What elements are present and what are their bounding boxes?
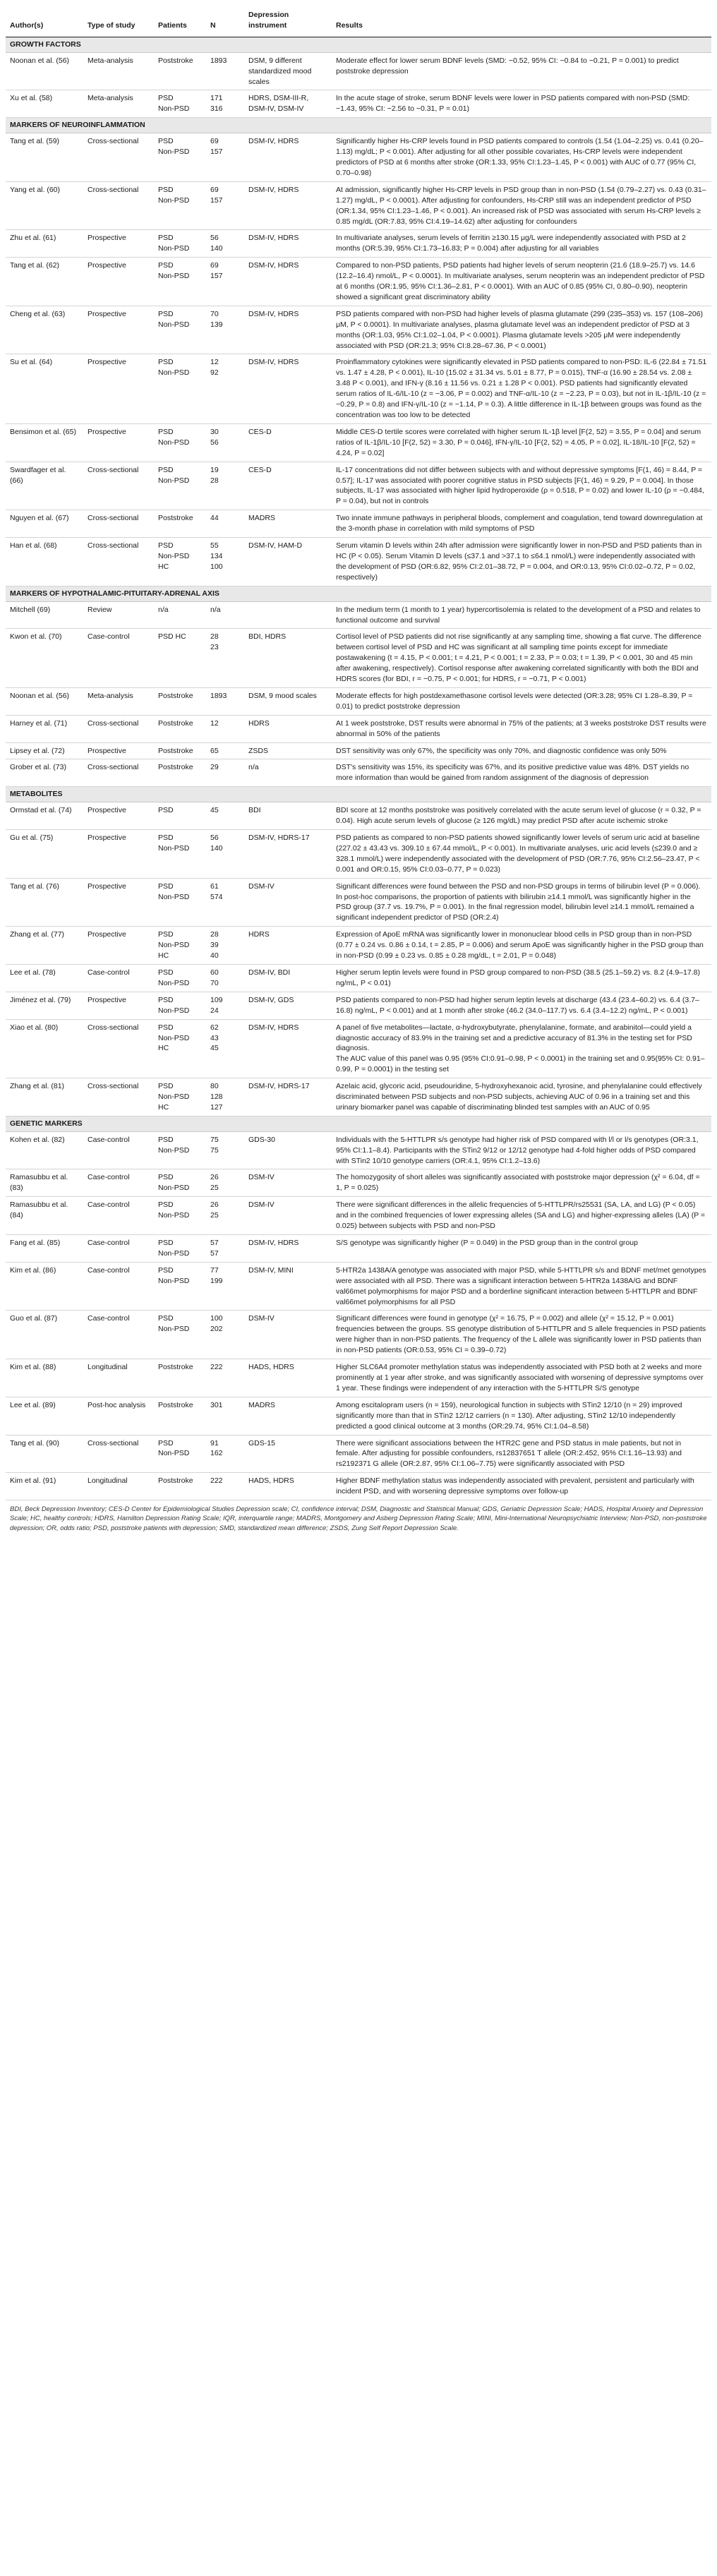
instrument-cell: DSM-IV, HDRS — [244, 181, 332, 230]
table-row — [6, 1397, 711, 1435]
study-type-cell: Review — [83, 601, 154, 629]
author-cell: Grober et al. (73) — [6, 759, 83, 787]
author-cell: Su et al. (64) — [6, 354, 83, 423]
n-cell: 45 — [206, 802, 244, 830]
n-cell: 70 139 — [206, 306, 244, 354]
study-type-cell: Prospective — [83, 306, 154, 354]
n-cell: 109 24 — [206, 992, 244, 1019]
patients-cell: PSD HC — [154, 629, 206, 688]
header-patients: Patients — [154, 0, 206, 37]
table-row — [6, 1473, 711, 1500]
table-row — [6, 538, 711, 586]
instrument-cell: CES-D — [244, 423, 332, 462]
header-n: N — [206, 0, 244, 37]
n-cell: 222 — [206, 1359, 244, 1397]
study-type-cell: Cross-sectional — [83, 715, 154, 742]
author-cell: Bensimon et al. (65) — [6, 423, 83, 462]
table-row — [6, 510, 711, 538]
n-cell: 171 316 — [206, 90, 244, 118]
instrument-cell: DSM-IV, BDI — [244, 964, 332, 992]
n-cell: n/a — [206, 601, 244, 629]
results-cell: 5-HTR2a 1438A/A genotype was associated with major PSD, while 5-HTTLPR s/s and BDNF met/met genotypes were associated with all PSD. There was a significant interaction between 5-HTR2a 1438A/G and BDNF val66met polymorphisms for major PSD and a borderline significant interaction between 5-HTTLPR and BDNF val66met polymorphisms for all PSD — [332, 1262, 711, 1311]
n-cell: 301 — [206, 1397, 244, 1435]
patients-cell: Poststroke — [154, 1397, 206, 1435]
n-cell: 29 — [206, 759, 244, 787]
instrument-cell: DSM-IV, HDRS — [244, 230, 332, 258]
header-row — [6, 0, 711, 37]
author-cell: Noonan et al. (56) — [6, 52, 83, 90]
results-cell: Expression of ApoE mRNA was significantly lower in mononuclear blood cells in PSD group than in non-PSD (0.77 ± 0.24 vs. 0.86 ± 0.14, t = 2.85, P = 0.006) and serum ApoE was significantly higher in the PSD group than in non-PSD (0.99 ± 0.23 vs. 0.85 ± 0.28 mg/dL, t = 2.01, P = 0.048) — [332, 927, 711, 965]
author-cell: Ormstad et al. (74) — [6, 802, 83, 830]
author-cell: Kim et al. (86) — [6, 1262, 83, 1311]
header-results: Results — [332, 0, 711, 37]
instrument-cell: GDS-15 — [244, 1435, 332, 1473]
patients-cell: PSD Non-PSD — [154, 1311, 206, 1359]
author-cell: Yang et al. (60) — [6, 181, 83, 230]
author-cell: Guo et al. (87) — [6, 1311, 83, 1359]
patients-cell: PSD Non-PSD HC — [154, 927, 206, 965]
instrument-cell: n/a — [244, 759, 332, 787]
instrument-cell: HADS, HDRS — [244, 1473, 332, 1500]
instrument-cell: BDI, HDRS — [244, 629, 332, 688]
table-row — [6, 306, 711, 354]
section-title: METABOLITES — [6, 787, 711, 802]
n-cell: 55 134 100 — [206, 538, 244, 586]
patients-cell: PSD Non-PSD — [154, 230, 206, 258]
study-type-cell: Prospective — [83, 230, 154, 258]
n-cell: 61 574 — [206, 878, 244, 927]
instrument-cell: DSM-IV, MINI — [244, 1262, 332, 1311]
instrument-cell: DSM-IV, HDRS — [244, 1235, 332, 1263]
study-type-cell: Cross-sectional — [83, 759, 154, 787]
patients-cell: PSD Non-PSD — [154, 1197, 206, 1235]
n-cell: 100 202 — [206, 1311, 244, 1359]
instrument-cell: DSM, 9 mood scales — [244, 687, 332, 715]
n-cell: 44 — [206, 510, 244, 538]
patients-cell: PSD Non-PSD — [154, 1435, 206, 1473]
results-cell: Significantly higher Hs-CRP levels found in PSD patients compared to controls (1.54 (1.04–2.25) vs. 0.41 (0.20–1.13) mg/dL; P < 0.001). After adjusting for all other possible covariates, Hs-CRP levels were independent predictors of PSD at 6 months after stroke (OR:1.33, 95% CI:1.23–1.45, P < 0.001) with AUC of 0.77 (95% CI, 0.70–0.98) — [332, 133, 711, 182]
patients-cell: Poststroke — [154, 52, 206, 90]
patients-cell: PSD Non-PSD — [154, 1169, 206, 1197]
study-type-cell: Case-control — [83, 964, 154, 992]
patients-cell: PSD Non-PSD — [154, 1262, 206, 1311]
author-cell: Tang et al. (76) — [6, 878, 83, 927]
author-cell: Lipsey et al. (72) — [6, 742, 83, 759]
author-cell: Cheng et al. (63) — [6, 306, 83, 354]
header-author: Author(s) — [6, 0, 83, 37]
author-cell: Han et al. (68) — [6, 538, 83, 586]
n-cell: 26 25 — [206, 1197, 244, 1235]
study-type-cell: Cross-sectional — [83, 133, 154, 182]
results-cell: A panel of five metabolites—lactate, α-hydroxybutyrate, phenylalanine, formate, and arabinitol—could yield a diagnostic accuracy of 83.9% in the training set and a predictive accuracy of 81.3% in the testing set for PSD diagnosis. The AUC value of this panel was 0.95 (95% CI:0.91–0.98, P < 0.0001) in the training set and 0.95(95% CI: 0.91–0.99, P = 0.0001) in the testing set — [332, 1019, 711, 1078]
patients-cell: Poststroke — [154, 687, 206, 715]
table-row — [6, 133, 711, 182]
table-row — [6, 759, 711, 787]
results-cell: S/S genotype was significantly higher (P = 0.049) in the PSD group than in the control group — [332, 1235, 711, 1263]
table-row — [6, 1078, 711, 1117]
table-row — [6, 802, 711, 830]
n-cell: 62 43 45 — [206, 1019, 244, 1078]
instrument-cell: BDI — [244, 802, 332, 830]
study-type-cell: Longitudinal — [83, 1473, 154, 1500]
study-type-cell: Cross-sectional — [83, 510, 154, 538]
table-row — [6, 1262, 711, 1311]
results-cell: Higher serum leptin levels were found in PSD group compared to non-PSD (38.5 (25.1–59.2) vs. 8.2 (4.9–17.8) ng/mL, P < 0.01) — [332, 964, 711, 992]
study-type-cell: Cross-sectional — [83, 181, 154, 230]
results-cell: At admission, significantly higher Hs-CRP levels in PSD group than in non-PSD (1.54 (0.79–2.27) vs. 0.43 (0.31–1.27) mg/dL, P < 0.0001). After adjusting for confounders, Hs-CRP still was an independent predictor of PSD (OR:1.34, 95% CI:1.23–1.46, P < 0.001). An increased risk of PSD was associated with serum Hs-CRP levels ≥ 0.85 mg/dL (OR:7.83, 95% CI:4.19–14.62) after adjusting for confounders — [332, 181, 711, 230]
section-title: GROWTH FACTORS — [6, 37, 711, 52]
study-type-cell: Prospective — [83, 354, 154, 423]
patients-cell: PSD — [154, 802, 206, 830]
table-row — [6, 90, 711, 118]
results-cell: Higher SLC6A4 promoter methylation status was independently associated with PSD both at 2 weeks and more prominently at 1 year after stroke, and was significantly associated with worsening of depressive symptoms over 1 year. These findings were independent of any interaction with the 5-HTTLPR S/S genotype — [332, 1359, 711, 1397]
instrument-cell: DSM-IV, HDRS — [244, 133, 332, 182]
n-cell: 1893 — [206, 687, 244, 715]
author-cell: Tang et al. (62) — [6, 258, 83, 306]
patients-cell: PSD Non-PSD HC — [154, 1078, 206, 1117]
author-cell: Xiao et al. (80) — [6, 1019, 83, 1078]
header-depression-instrument: Depression instrument — [244, 0, 332, 37]
author-cell: Kohen et al. (82) — [6, 1131, 83, 1169]
section-title: MARKERS OF HYPOTHALAMIC-PITUITARY-ADRENAL AXIS — [6, 586, 711, 601]
instrument-cell: DSM-IV, HDRS — [244, 1019, 332, 1078]
study-type-cell: Cross-sectional — [83, 538, 154, 586]
results-cell: Azelaic acid, glycoric acid, pseudouridine, 5-hydroxyhexanoic acid, tyrosine, and phenylalanine could effectively discriminated between PSD subjects and non-PSD subjects, achieving AUC of 0.96 in a training set and this urinary biomarker panel was capable of discriminating blinded test samples with an AUC of 0.95 — [332, 1078, 711, 1117]
patients-cell: PSD Non-PSD — [154, 133, 206, 182]
results-cell: Higher BDNF methylation status was independently associated with prevalent, persistent and particularly with incident PSD, and with worsening depressive symptoms over follow-up — [332, 1473, 711, 1500]
author-cell: Fang et al. (85) — [6, 1235, 83, 1263]
study-type-cell: Meta-analysis — [83, 687, 154, 715]
results-cell: In the acute stage of stroke, serum BDNF levels were lower in PSD patients compared with non-PSD (SMD: −1.43, 95% CI: −2.56 to −0.31, P = 0.01) — [332, 90, 711, 118]
author-cell: Lee et al. (89) — [6, 1397, 83, 1435]
author-cell: Gu et al. (75) — [6, 830, 83, 879]
instrument-cell: DSM-IV, HDRS — [244, 306, 332, 354]
results-cell: IL-17 concentrations did not differ between subjects with and without depressive symptoms [F(1, 46) = 8.44, P = 0.57]; IL-17 was associated with poorer cognitive status in PSD subjects [F(1, 46) = 9.29, P = 0.004]. In those subjects, IL-17 was associated with higher lipid hydroperoxide (ρ = 0.518, P = 0.02) and lower IL-10 (ρ = −0.484, P = 0.04), but not in controls — [332, 462, 711, 510]
n-cell: 80 128 127 — [206, 1078, 244, 1117]
patients-cell: Poststroke — [154, 742, 206, 759]
instrument-cell: DSM-IV, HDRS-17 — [244, 1078, 332, 1117]
instrument-cell: DSM-IV, HDRS-17 — [244, 830, 332, 879]
results-cell: Moderate effect for lower serum BDNF levels (SMD: −0.52, 95% CI: −0.84 to −0.21, P = 0.001) to predict poststroke depression — [332, 52, 711, 90]
instrument-cell: GDS-30 — [244, 1131, 332, 1169]
patients-cell: Poststroke — [154, 1359, 206, 1397]
study-type-cell: Case-control — [83, 1235, 154, 1263]
table-row — [6, 1131, 711, 1169]
instrument-cell: DSM-IV, HDRS — [244, 258, 332, 306]
results-cell: Significant differences were found in genotype (χ² = 16.75, P = 0.002) and allele (χ² = 15.12, P = 0.001) frequencies between the groups. SS genotype distribution of 5-HTTLPR and S allele frequencies in PSD patients were higher than in non-PSD patients. The frequency of the L allele was significantly lower in PSD patients than in non-PSD patients (OR:0.53, 95% CI = 0.39–0.72) — [332, 1311, 711, 1359]
patients-cell: PSD Non-PSD — [154, 306, 206, 354]
n-cell: 69 157 — [206, 258, 244, 306]
author-cell: Noonan et al. (56) — [6, 687, 83, 715]
patients-cell: PSD Non-PSD — [154, 354, 206, 423]
n-cell: 12 92 — [206, 354, 244, 423]
n-cell: 91 162 — [206, 1435, 244, 1473]
n-cell: 56 140 — [206, 830, 244, 879]
instrument-cell: DSM-IV — [244, 878, 332, 927]
instrument-cell — [244, 601, 332, 629]
table-row — [6, 715, 711, 742]
study-type-cell: Longitudinal — [83, 1359, 154, 1397]
table-row — [6, 230, 711, 258]
table-row — [6, 423, 711, 462]
section-title: MARKERS OF NEUROINFLAMMATION — [6, 118, 711, 133]
n-cell: 28 23 — [206, 629, 244, 688]
patients-cell: PSD Non-PSD — [154, 830, 206, 879]
author-cell: Kwon et al. (70) — [6, 629, 83, 688]
n-cell: 28 39 40 — [206, 927, 244, 965]
results-cell: Proinflammatory cytokines were significantly elevated in PSD patients compared to non-PSD: IL-6 (22.84 ± 71.51 vs. 1.47 ± 4.28, P < 0.001), IL-10 (15.02 ± 31.34 vs. 5.01 ± 8.77, P = 0.015), TNF-α (16.90 ± 28.54 vs. 2.08 ± 3.48 P < 0.001), and IFN-γ (8.16 ± 11.56 vs. 0.21 ± 1.28 P < 0.001). PSD patients had significantly elevated serum ratios of IL-6/IL-10 (z = −3.06, P = 0.002) and TNF-α/IL-10 (z = −2.23, P = 0.03), but not in IL-1β/IL-10 (z = −0.29, P = 0.8) and IFN-γ/IL-10 (z = −1.14, P = 0.3). A little difference in IL-1β between groups was found as the concentration was too low to be detected — [332, 354, 711, 423]
table-row — [6, 1435, 711, 1473]
studies-table — [6, 0, 711, 1500]
results-cell: DST sensitivity was only 67%, the specificity was only 70%, and diagnostic confidence was only 50% — [332, 742, 711, 759]
n-cell: 75 75 — [206, 1131, 244, 1169]
section-header-row — [6, 37, 711, 52]
patients-cell: PSD Non-PSD — [154, 258, 206, 306]
author-cell: Zhang et al. (81) — [6, 1078, 83, 1117]
patients-cell: PSD Non-PSD — [154, 181, 206, 230]
table-row — [6, 927, 711, 965]
table-row — [6, 830, 711, 879]
patients-cell: Poststroke — [154, 759, 206, 787]
patients-cell: n/a — [154, 601, 206, 629]
table-row — [6, 1019, 711, 1078]
instrument-cell: DSM-IV, HAM-D — [244, 538, 332, 586]
results-cell: Significant differences were found between the PSD and non-PSD groups in terms of bilirubin level (P = 0.006). In post-hoc comparisons, the proportion of patients with bilirubin ≥14.1 mmol/L was significantly higher in the PSD group (37.7 vs. 19.7%, P = 0.001). In the final regression model, bilirubin level ≥14.1 mmol/L remained a significant independent predictor of PSD (OR:2.4) — [332, 878, 711, 927]
patients-cell: PSD Non-PSD — [154, 1235, 206, 1263]
instrument-cell: HDRS — [244, 927, 332, 965]
instrument-cell: DSM-IV — [244, 1311, 332, 1359]
instrument-cell: DSM-IV — [244, 1197, 332, 1235]
author-cell: Lee et al. (78) — [6, 964, 83, 992]
table-body — [6, 37, 711, 1500]
table-header — [6, 0, 711, 37]
table-row — [6, 992, 711, 1019]
author-cell: Tang et al. (59) — [6, 133, 83, 182]
n-cell: 65 — [206, 742, 244, 759]
results-cell: Cortisol level of PSD patients did not rise significantly at any sampling time, showing a flat curve. The difference between cortisol level of PSD and HC was significant at all sampling time points except for immediate postawakening (t = 4.15, P < 0.001; t = 4.21, P < 0.001; t = 2.33, P = 0.03; t = 1.39, P < 0.001, 30 and 45 min after awakening, respectively). Cortisol response after awakening correlated significantly with both the BDI and HDRS scores (for BDI, r = −0.75, P < 0.001; for HDRS, r = −0.71, P < 0.001) — [332, 629, 711, 688]
section-header-row — [6, 586, 711, 601]
instrument-cell: CES-D — [244, 462, 332, 510]
instrument-cell: HDRS — [244, 715, 332, 742]
patients-cell: Poststroke — [154, 510, 206, 538]
results-cell: Moderate effects for high postdexamethasone cortisol levels were detected (OR:3.28; 95% CI 1.28–8.39, P = 0.01) to predict poststroke depression — [332, 687, 711, 715]
patients-cell: PSD Non-PSD — [154, 992, 206, 1019]
author-cell: Tang et al. (90) — [6, 1435, 83, 1473]
patients-cell: Poststroke — [154, 1473, 206, 1500]
study-type-cell: Prospective — [83, 830, 154, 879]
table-row — [6, 629, 711, 688]
study-type-cell: Case-control — [83, 1131, 154, 1169]
author-cell: Xu et al. (58) — [6, 90, 83, 118]
table-row — [6, 354, 711, 423]
instrument-cell: HADS, HDRS — [244, 1359, 332, 1397]
n-cell: 57 57 — [206, 1235, 244, 1263]
table-row — [6, 742, 711, 759]
patients-cell: PSD Non-PSD — [154, 90, 206, 118]
instrument-cell: HDRS, DSM-III-R, DSM-IV, DSM-IV — [244, 90, 332, 118]
table-row — [6, 878, 711, 927]
patients-cell: PSD Non-PSD — [154, 462, 206, 510]
study-type-cell: Cross-sectional — [83, 1019, 154, 1078]
n-cell: 77 199 — [206, 1262, 244, 1311]
author-cell: Jiménez et al. (79) — [6, 992, 83, 1019]
patients-cell: PSD Non-PSD — [154, 878, 206, 927]
study-type-cell: Prospective — [83, 992, 154, 1019]
instrument-cell: DSM-IV — [244, 1169, 332, 1197]
table-row — [6, 964, 711, 992]
table-row — [6, 1197, 711, 1235]
author-cell: Zhang et al. (77) — [6, 927, 83, 965]
study-type-cell: Prospective — [83, 742, 154, 759]
patients-cell: Poststroke — [154, 715, 206, 742]
study-type-cell: Meta-analysis — [83, 52, 154, 90]
table-row — [6, 1359, 711, 1397]
table-row — [6, 1235, 711, 1263]
table-row — [6, 1169, 711, 1197]
study-type-cell: Cross-sectional — [83, 1435, 154, 1473]
results-cell: In multivariate analyses, serum levels of ferritin ≥130.15 μg/L were independently associated with PSD at 2 months (OR:5.39, 95% CI:1.73–16.83; P = 0.004) after adjusting for all variables — [332, 230, 711, 258]
study-type-cell: Case-control — [83, 1169, 154, 1197]
results-cell: Among escitalopram users (n = 159), neurological function in subjects with STin2 12/10 (n = 29) improved significantly more than that in STin2 12/12 carriers (n = 130). After adjusting, STin2 12/10 independently predicted a good clinical outcome at 3 months (OR:29.74, 95% CI:1.04–8.58) — [332, 1397, 711, 1435]
study-type-cell: Cross-sectional — [83, 1078, 154, 1117]
table-row — [6, 181, 711, 230]
study-type-cell: Prospective — [83, 878, 154, 927]
study-type-cell: Meta-analysis — [83, 90, 154, 118]
results-cell: The homozygosity of short alleles was significantly associated with poststroke major depression (χ² = 6.04, df = 1, P = 0.025) — [332, 1169, 711, 1197]
study-type-cell: Prospective — [83, 927, 154, 965]
author-cell: Mitchell (69) — [6, 601, 83, 629]
section-header-row — [6, 118, 711, 133]
instrument-cell: DSM, 9 different standardized mood scales — [244, 52, 332, 90]
n-cell: 26 25 — [206, 1169, 244, 1197]
table-row — [6, 1311, 711, 1359]
author-cell: Ramasubbu et al. (84) — [6, 1197, 83, 1235]
n-cell: 69 157 — [206, 181, 244, 230]
study-type-cell: Cross-sectional — [83, 462, 154, 510]
results-cell: PSD patients compared to non-PSD had higher serum leptin levels at discharge (43.4 (23.4–60.2) vs. 6.4 (3.7–16.8) ng/mL, P < 0.001) and at 1 month after stroke (46.2 (34.0–117.7) vs. 6.4 (3.4–12.2) ng/mL, P < 0.001) — [332, 992, 711, 1019]
author-cell: Nguyen et al. (67) — [6, 510, 83, 538]
n-cell: 56 140 — [206, 230, 244, 258]
table-footnote: BDI, Beck Depression Inventory; CES-D Center for Epidemiological Studies Depression scale; CI, confidence interval; DSM, Diagnostic and Statistical Manual; GDS, Geriatric Depression Scale; HADS, Hospital Anxiety and Depression Scale; HC, healthy controls; HDRS, Hamilton Depression Rating Scale; IQR, interquartile range; MADRS, Montgomery and Asberg Depression Rating Scale; MINI, Mini-International Neuropsychiatric Interview; Non-PSD, non-poststroke depression; OR, odds ratio; PSD, poststroke patients with depression; SMD, standardized mean difference; ZSDS, Zung Self Report Depression Scale. — [10, 1505, 707, 1532]
study-type-cell: Case-control — [83, 629, 154, 688]
results-cell: Two innate immune pathways in peripheral bloods, complement and coagulation, tend toward downregulation at the 3-month phase in correlation with mild symptoms of PSD — [332, 510, 711, 538]
table-row — [6, 462, 711, 510]
author-cell: Swardfager et al. (66) — [6, 462, 83, 510]
instrument-cell: DSM-IV, HDRS — [244, 354, 332, 423]
n-cell: 60 70 — [206, 964, 244, 992]
instrument-cell: ZSDS — [244, 742, 332, 759]
n-cell: 1893 — [206, 52, 244, 90]
study-type-cell: Case-control — [83, 1311, 154, 1359]
n-cell: 12 — [206, 715, 244, 742]
n-cell: 30 56 — [206, 423, 244, 462]
study-type-cell: Prospective — [83, 802, 154, 830]
results-cell: Compared to non-PSD patients, PSD patients had higher levels of serum neopterin (21.6 (18.9–25.7) vs. 14.6 (12.2–16.4) nmol/L, P < 0.0001). In multivariate analyses, serum neopterin was an independent predictor of PSD at 6 months (OR:1.95, 95% CI:1.36–2.81, P < 0.0001). With an AUC of 0.85 (95% CI, 0.80–0.90), neopterin showed a significant great discriminatory ability — [332, 258, 711, 306]
results-cell: Middle CES-D tertile scores were correlated with higher serum IL-1β level [F(2, 52) = 3.55, P = 0.04] and serum ratios of IL-1β/IL-10 [F(2, 52) = 3.30, P = 0.046], IFN-γ/IL-10 [F(2, 52) = 4.05, P = 0.02], IL-18/IL-10 [F(2, 52) = 4.24, P = 0.02] — [332, 423, 711, 462]
results-cell: BDI score at 12 months poststroke was positively correlated with the acute serum level of glucose (r = 0.32, P = 0.04). High acute serum levels of glucose (≥ 126 mg/dL) may predict PSD after acute ischemic stroke — [332, 802, 711, 830]
results-cell: In the medium term (1 month to 1 year) hypercortisolemia is related to the development of a PSD and relates to functional outcome and survival — [332, 601, 711, 629]
table-row — [6, 52, 711, 90]
header-type-of-study: Type of study — [83, 0, 154, 37]
patients-cell: PSD Non-PSD HC — [154, 1019, 206, 1078]
patients-cell: PSD Non-PSD HC — [154, 538, 206, 586]
results-cell: DST's sensitivity was 15%, its specificity was 67%, and its positive predictive value was 48%. DST yields no more information than would be gained from random assignment of the diagnosis of depression — [332, 759, 711, 787]
section-title: GENETIC MARKERS — [6, 1116, 711, 1131]
study-type-cell: Case-control — [83, 1197, 154, 1235]
results-cell: PSD patients compared with non-PSD had higher levels of plasma glutamate (299 (235–353) vs. 157 (108–206) μM, P < 0.0001). In multivariate analyses, plasma glutamate level was an independent predictor of PSD at 3 months (OR:1.03, 95% CI:1.02–1.04, P < 0.0001). Plasma glutamate levels >205 μM were independently associated with PSD (OR:21.3; 95% CI:8.28–67.36, P < 0.0001) — [332, 306, 711, 354]
study-type-cell: Post-hoc analysis — [83, 1397, 154, 1435]
table-row — [6, 601, 711, 629]
results-cell: There were significant differences in the allelic frequencies of 5-HTTLPR/rs25531 (SA, LA, and LG) (P < 0.05) and in the combined frequencies of lower expressing alleles (SA and LG) and higher-expressing alleles (LA) (P = 0.025) between subjects with PSD and non-PSD — [332, 1197, 711, 1235]
results-cell: Serum vitamin D levels within 24h after admission were significantly lower in non-PSD and PSD patients than in HC (P < 0.05). Serum Vitamin D levels (≤37.1 and >37.1 to ≤64.1 nmol/L) were independently associated with the development of PSD (OR:6.82, 95% CI:2.01–38.72, P = 0.004, and OR:0.13, 95% CI:0.02–0.72, P = 0.02, respectively) — [332, 538, 711, 586]
study-type-cell: Prospective — [83, 423, 154, 462]
table-row — [6, 258, 711, 306]
n-cell: 19 28 — [206, 462, 244, 510]
n-cell: 222 — [206, 1473, 244, 1500]
instrument-cell: MADRS — [244, 1397, 332, 1435]
results-cell: There were significant associations between the HTR2C gene and PSD status in male patients, but not in female. After adjusting for possible confounders, rs12837651 T allele (OR:2.452, 95% CI:1.16–13.93) and rs2192371 G allele (OR:2.87, 95% CI:1.06–7.75) were significantly associated with PSD — [332, 1435, 711, 1473]
author-cell: Harney et al. (71) — [6, 715, 83, 742]
patients-cell: PSD Non-PSD — [154, 1131, 206, 1169]
n-cell: 69 157 — [206, 133, 244, 182]
instrument-cell: MADRS — [244, 510, 332, 538]
results-cell: Individuals with the 5-HTTLPR s/s genotype had higher risk of PSD compared with l/l or l/s genotypes (OR:3.1, 95% CI:1.1–8.4). Participants with the STin2 9/12 or 12/12 genotype had 4-fold higher odds of PSD compared with STin2 10/10 genotype carriers (OR:4.1, 95% CI:1.2–13.6) — [332, 1131, 711, 1169]
instrument-cell: DSM-IV, GDS — [244, 992, 332, 1019]
patients-cell: PSD Non-PSD — [154, 423, 206, 462]
table-row — [6, 687, 711, 715]
results-cell: PSD patients as compared to non-PSD patients showed significantly lower levels of serum uric acid at baseline (227.02 ± 43.43 vs. 309.10 ± 67.44 mmol/L, P < 0.001). In multivariate analyses, uric acid levels (≤239.0 and ≥ 328.1 mmol/L) were independently associated with the development of PSD (OR:7.76, 95% CI:2.56–23.47, P < 0.001 and OR:0.15, 95% CI:0.03–0.77, P = 0.023) — [332, 830, 711, 879]
section-header-row — [6, 1116, 711, 1131]
study-type-cell: Case-control — [83, 1262, 154, 1311]
author-cell: Kim et al. (88) — [6, 1359, 83, 1397]
patients-cell: PSD Non-PSD — [154, 964, 206, 992]
author-cell: Ramasubbu et al. (83) — [6, 1169, 83, 1197]
results-cell: At 1 week poststroke, DST results were abnormal in 75% of the patients; at 3 weeks poststroke DST results were abnormal in 50% of the patients — [332, 715, 711, 742]
author-cell: Kim et al. (91) — [6, 1473, 83, 1500]
author-cell: Zhu et al. (61) — [6, 230, 83, 258]
section-header-row — [6, 787, 711, 802]
study-type-cell: Prospective — [83, 258, 154, 306]
